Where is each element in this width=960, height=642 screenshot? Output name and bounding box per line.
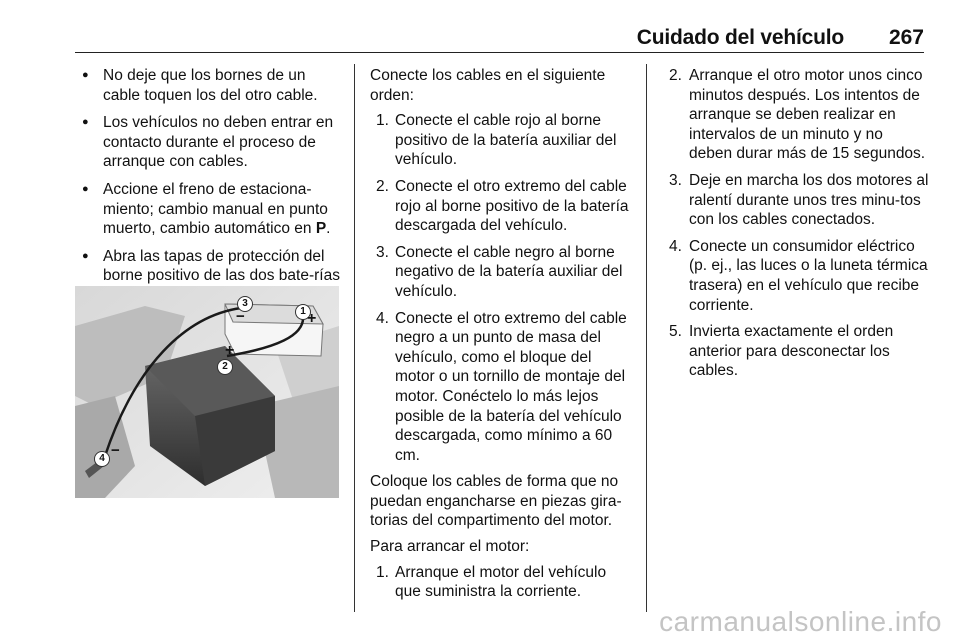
page-header [75,26,924,53]
list-item: 5. Invierta exactamente el orden anterior para desconectar los cables. [669,323,894,380]
list-item: ● Accione el freno de estaciona-miento; cambio manual en punto muerto, cambio automático en P. [78,180,344,239]
column-1 [78,66,344,314]
callout-3: 3 [237,296,253,312]
list-item: 2. Arranque el otro motor unos cinco minutos después. Los intentos de arranque se deben realizar en intervalos de un minuto y no deben durar más de 15 segundos. [669,67,926,163]
list-item: ● Los vehículos no deben entrar en contacto durante el proceso de arranque con cables. [78,113,344,172]
engine-bay-figure [75,286,339,498]
watermark: carmanualsonline.info [659,606,942,637]
page-number: 267 [888,26,924,49]
column-2 [370,66,635,609]
list-item: 1. Conecte el cable rojo al borne positivo de la batería auxiliar del vehículo. [376,112,617,169]
list-item: 3. Conecte el cable negro al borne negativo de la batería auxiliar del vehículo. [376,243,623,300]
intro-text: Conecte los cables en el siguiente orden: [370,67,606,104]
callout-4: 4 [94,451,110,467]
list-item: ● Abra las tapas de protección del borne positivo de las dos bate-rías [78,247,344,306]
positive-sign: + [307,310,317,327]
start-steps [370,563,635,602]
column-divider [354,64,355,612]
list-item: 2. Conecte el otro extremo del cable rojo al borne positivo de la batería descargada del vehículo. [376,177,629,235]
paragraph: Para arrancar el motor: [370,538,530,556]
list-item: 4. Conecte el otro extremo del cable negro a un punto de masa del vehículo, como el bloque del motor o un tornillo de montaje del motor. Conéctelo lo más lejos posible de la batería del vehículo descargada, como mínimo a 60 cm. [376,309,627,464]
list-item: 3. Deje en marcha los dos motores al ralentí durante unos tres minu-tos con los cables conectados. [669,171,929,229]
negative-sign: − [236,308,245,325]
callout-1: 1 [295,304,311,320]
paragraph: Coloque los cables de forma que no puedan engancharse en piezas gira-torias del compartimento del motor. [370,473,622,530]
section-title: Cuidado del vehículo [636,26,844,49]
start-steps-continued [667,66,929,381]
column-3 [667,66,929,388]
positive-sign: + [225,342,235,359]
list-item: 1. Arranque el motor del vehículo que suministra la corriente. [376,563,607,601]
precaution-list [78,66,344,306]
list-item: 4. Conecte un consumidor eléctrico (p. ej., las luces o la luneta térmica trasera) en el vehículo que recibe corriente. [669,237,928,314]
negative-sign: − [111,442,120,459]
column-divider [646,64,647,612]
connection-steps [370,111,635,465]
list-item: ● No deje que los bornes de un cable toquen los del otro cable. [78,66,344,105]
gear-position-label: P [315,220,327,238]
callout-2: 2 [217,359,233,375]
